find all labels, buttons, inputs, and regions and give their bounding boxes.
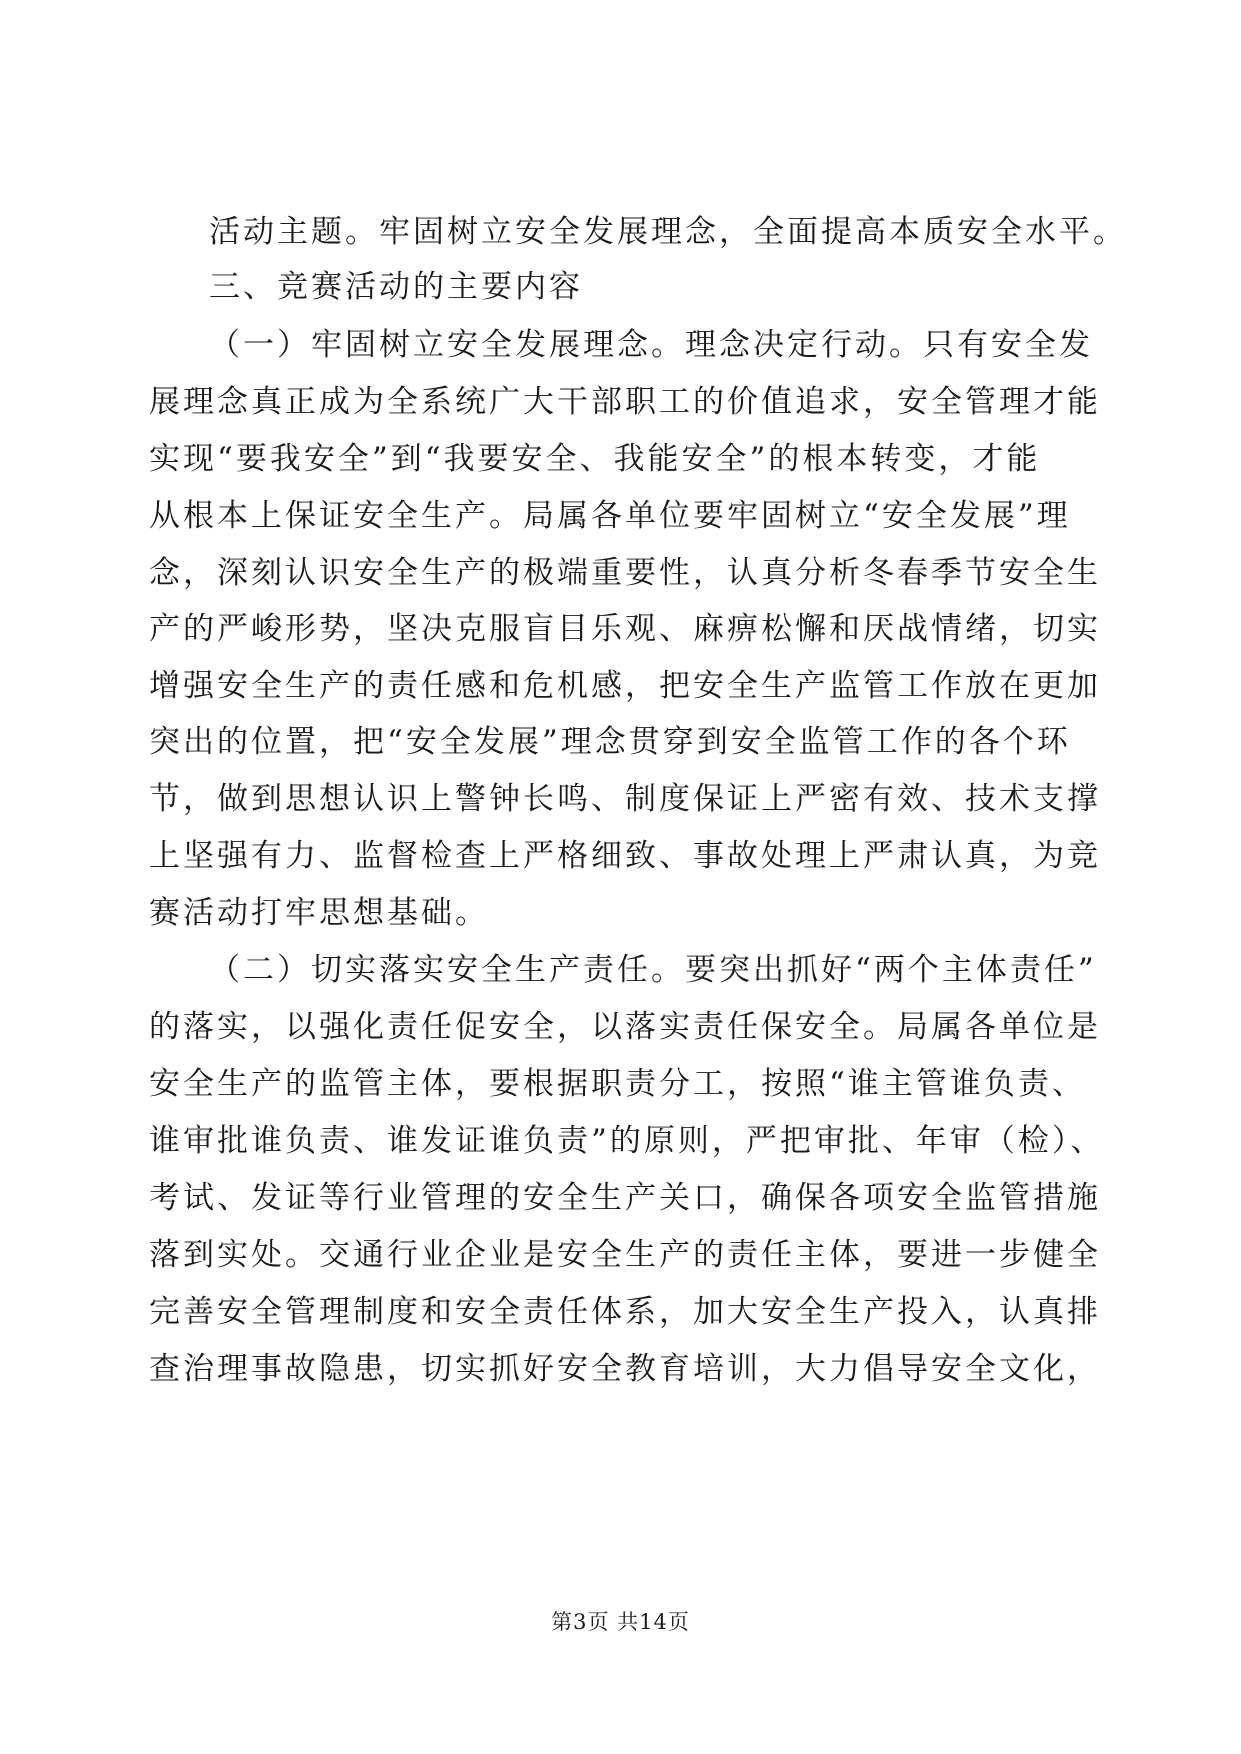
text-line: 突出的位置，把“安全发展”理念贯穿到安全监管工作的各个环 <box>149 724 1071 760</box>
section-heading: 三、竞赛活动的主要内容 <box>209 269 583 305</box>
text-line: （一）牢固树立安全发展理念。理念决定行动。只有安全发 <box>209 327 1093 363</box>
text-line: 谁审批谁负责、谁发证谁负责”的原则，严把审批、年审（检）、 <box>149 1123 1105 1159</box>
text-line: 从根本上保证安全生产。局属各单位要牢固树立“安全发展”理 <box>149 498 1071 534</box>
text-line: 考试、发证等行业管理的安全生产关口，确保各项安全监管措施 <box>149 1180 1101 1216</box>
page-number-footer: 第3页 共14页 <box>551 1610 690 1634</box>
text-line: 实现“要我安全”到“我要安全、我能安全”的根本转变，才能 <box>149 441 1041 477</box>
text-line: 产的严峻形势，坚决克服盲目乐观、麻痹松懈和厌战情绪，切实 <box>149 611 1101 647</box>
text-line: 的落实，以强化责任促安全，以落实责任保安全。局属各单位是 <box>149 1009 1101 1045</box>
text-line: 完善安全管理制度和安全责任体系，加大安全生产投入，认真排 <box>149 1294 1101 1330</box>
text-line: 赛活动打牢思想基础。 <box>149 895 489 931</box>
text-line: 安全生产的监管主体，要根据职责分工，按照“谁主管谁负责、 <box>149 1066 1086 1102</box>
text-line: 展理念真正成为全系统广大干部职工的价值追求，安全管理才能 <box>149 384 1101 420</box>
text-line: 落到实处。交通行业企业是安全生产的责任主体，要进一步健全 <box>149 1237 1101 1273</box>
text-line: 增强安全生产的责任感和危机感，把安全生产监管工作放在更加 <box>149 668 1101 704</box>
text-line: （二）切实落实安全生产责任。要突出抓好“两个主体责任” <box>209 952 1097 988</box>
text-line: 活动主题。牢固树立安全发展理念，全面提高本质安全水平。 <box>209 214 1127 250</box>
text-line: 上坚强有力、监督检查上严格细致、事故处理上严肃认真，为竞 <box>149 838 1101 874</box>
text-line: 查治理事故隐患，切实抓好安全教育培训，大力倡导安全文化， <box>149 1351 1101 1387</box>
text-line: 念，深刻认识安全生产的极端重要性，认真分析冬春季节安全生 <box>149 555 1101 591</box>
text-line: 节，做到思想认识上警钟长鸣、制度保证上严密有效、技术支撑 <box>149 781 1101 817</box>
